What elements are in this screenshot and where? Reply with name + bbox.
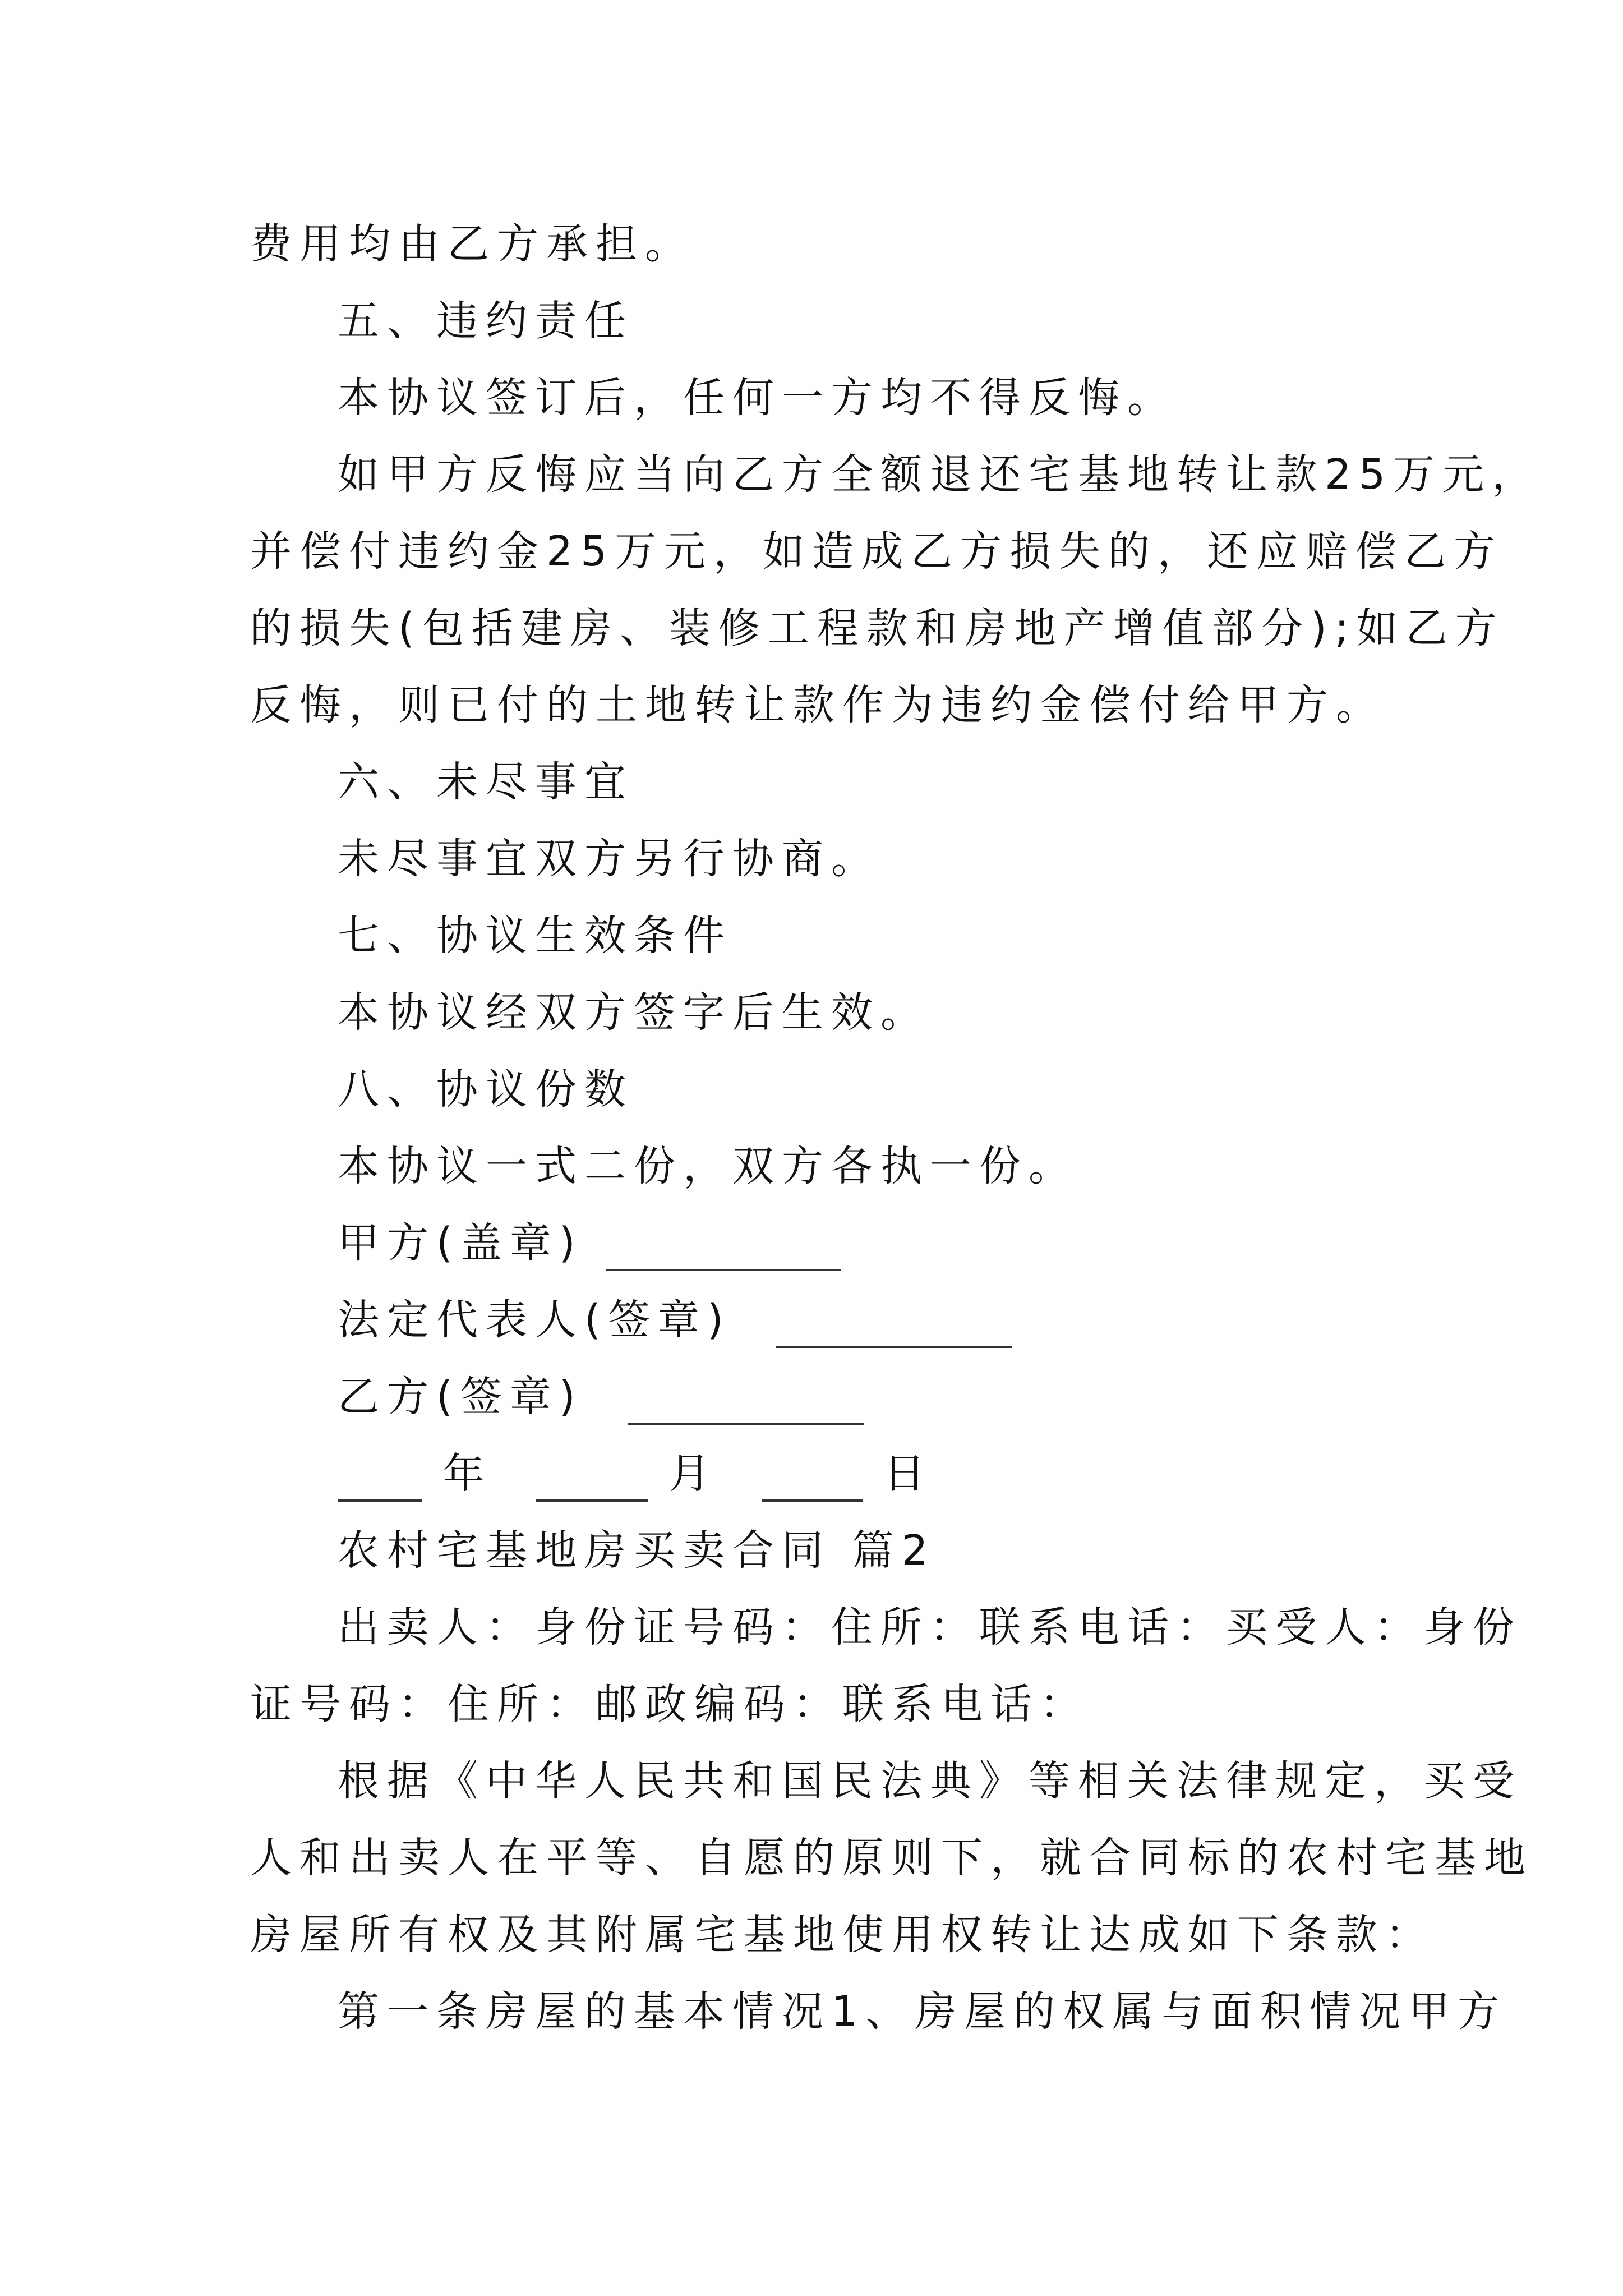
legal-rep-signature-blank (776, 1310, 1012, 1348)
month-blank (536, 1464, 648, 1502)
paragraph: 本协议经双方签字后生效。 (338, 988, 930, 1037)
section-heading-breach: 五、违约责任 (338, 297, 634, 345)
paragraph: 本协议签订后，任何一方均不得反悔。 (338, 374, 1177, 422)
paragraph: 证号码：住所：邮政编码：联系电话： (250, 1680, 1089, 1728)
party-b-signature-blank (628, 1387, 864, 1425)
paragraph: 出卖人：身份证号码：住所：联系电话：买受人：身份 (338, 1603, 1522, 1651)
day-blank (762, 1464, 863, 1502)
paragraph: 第一条房屋的基本情况1、房屋的权属与面积情况甲方 (338, 1987, 1507, 2036)
year-blank (338, 1464, 422, 1502)
party-a-signature-blank (606, 1233, 841, 1271)
paragraph: 房屋所有权及其附属宅基地使用权转让达成如下条款： (250, 1911, 1435, 1959)
signature-line-party-b (338, 1369, 1386, 1425)
date-line (338, 1446, 1386, 1502)
paragraph: 反悔，则已付的土地转让款作为违约金偿付给甲方。 (250, 681, 1385, 729)
paragraph: 并偿付违约金25万元，如造成乙方损失的，还应赔偿乙方 (250, 527, 1504, 576)
month-label: 月 (668, 1450, 718, 1498)
paragraph: 未尽事宜双方另行协商。 (338, 835, 880, 883)
signature-line-party-a (338, 1215, 1386, 1271)
paragraph: 人和出卖人在平等、自愿的原则下，就合同标的农村宅基地 (250, 1834, 1533, 1882)
party-a-label: 甲方(盖章) (338, 1219, 583, 1267)
paragraph: 的损失(包括建房、装修工程款和房地产增值部分);如乙方 (250, 604, 1505, 652)
section-heading-effect: 七、协议生效条件 (338, 912, 732, 960)
paragraph-continuation: 费用均由乙方承担。 (250, 220, 694, 268)
legal-rep-label: 法定代表人(签章) (338, 1296, 731, 1344)
section-heading-copies: 八、协议份数 (338, 1065, 634, 1114)
signature-line-legal-rep (338, 1292, 1386, 1348)
party-b-label: 乙方(签章) (338, 1373, 583, 1421)
paragraph: 本协议一式二份，双方各执一份。 (338, 1142, 1078, 1190)
section-title-contract-2: 农村宅基地房买卖合同 篇2 (338, 1526, 936, 1575)
paragraph: 根据《中华人民共和国民法典》等相关法律规定，买受 (338, 1757, 1522, 1805)
section-heading-pending: 六、未尽事宜 (338, 758, 634, 806)
day-label: 日 (883, 1450, 933, 1498)
paragraph: 如甲方反悔应当向乙方全额退还宅基地转让款25万元， (338, 450, 1542, 499)
year-label: 年 (442, 1450, 492, 1498)
